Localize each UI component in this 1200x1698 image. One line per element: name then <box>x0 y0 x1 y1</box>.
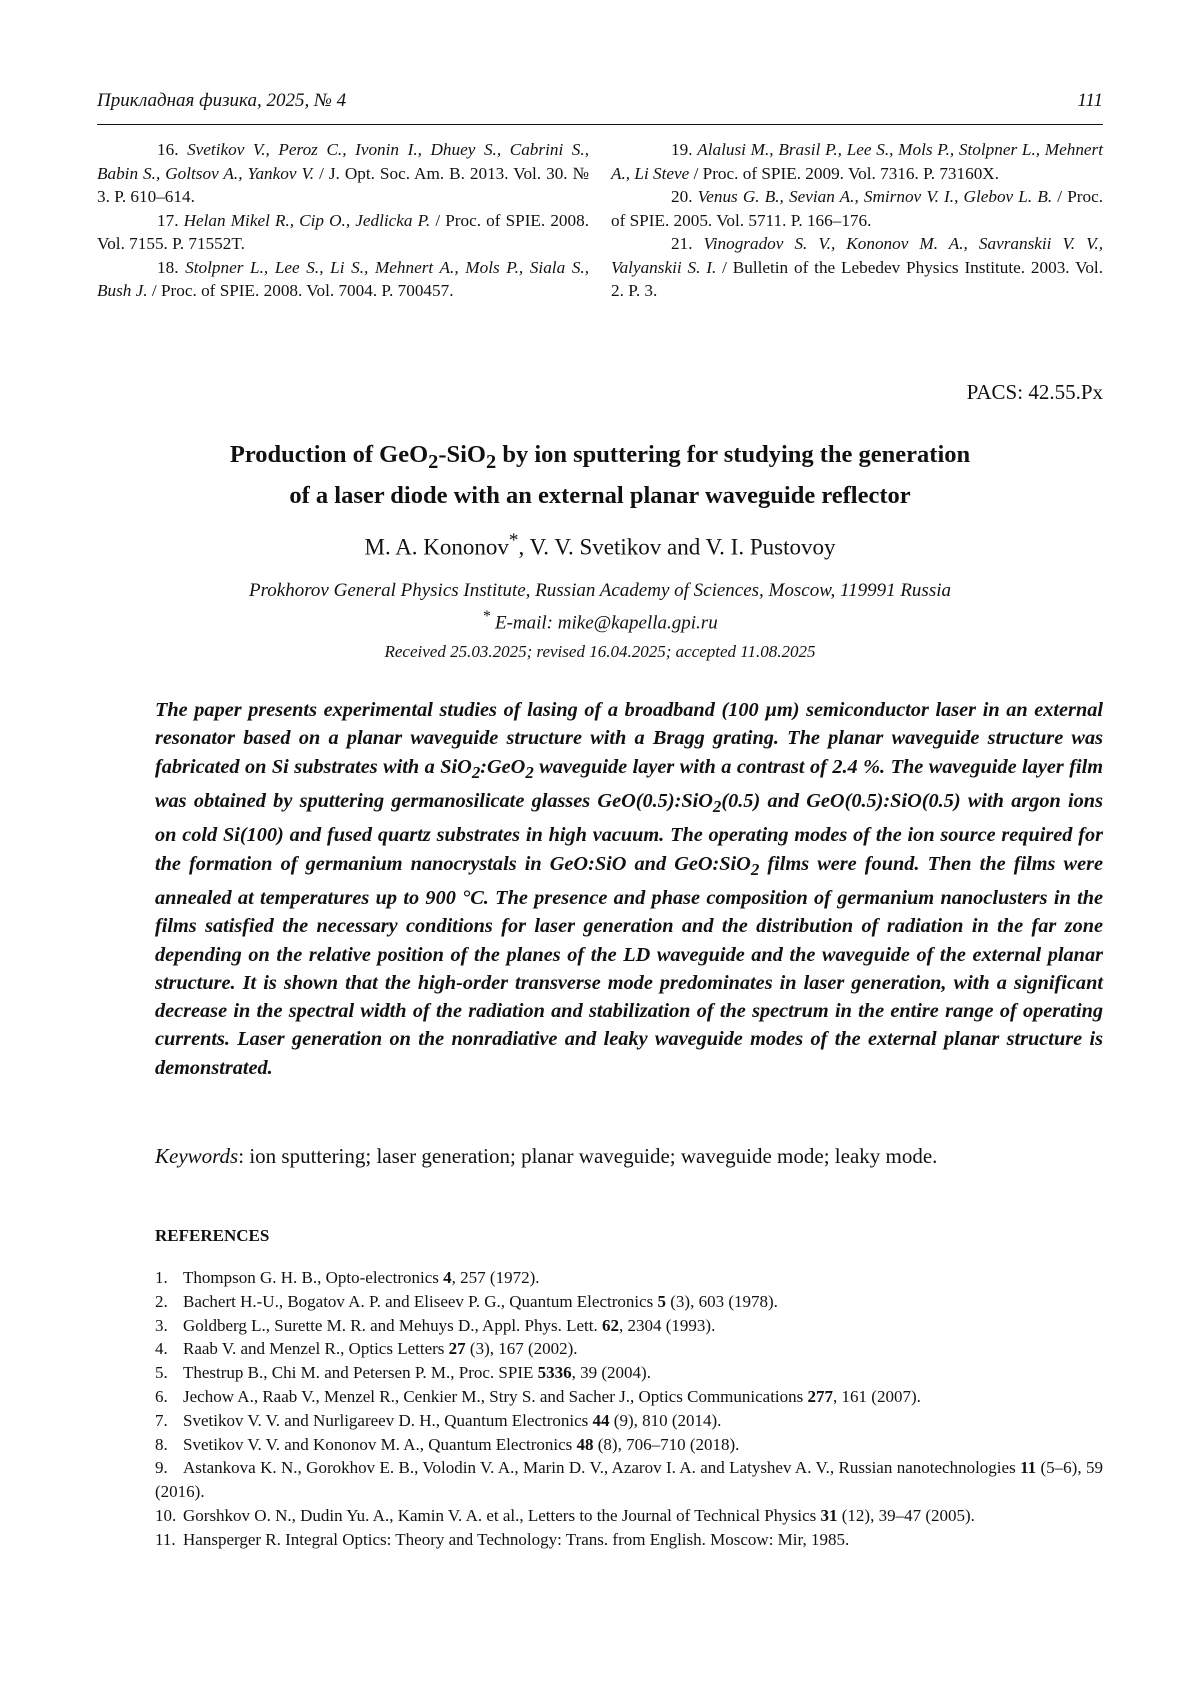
reference-item: 6. Jechow A., Raab V., Menzel R., Cenkier M., Stry S. and Sacher J., Optics Communications 277, 161 (2007). <box>155 1386 921 1406</box>
reference-item: 1. Thompson G. H. B., Opto-electronics 4, 257 (1972). <box>155 1268 540 1287</box>
prev-reference-item: 17. Helan Mikel R., Cip O., Jedlicka P. / Proc. of SPIE. 2008. Vol. 7155. P. 71552T. <box>97 210 590 253</box>
reference-item: 8. Svetikov V. V. and Kononov M. A., Quantum Electronics 48 (8), 706–710 (2018). <box>155 1434 740 1454</box>
affiliation: Prokhorov General Physics Institute, Russian Academy of Sciences, Moscow, 119991 Russia <box>249 580 951 601</box>
prev-reference-item: 21. Vinogradov S. V., Kononov M. A., Savranskii V. V., Valyanskii S. I. / Bulletin of the Lebedev Physics Institute. 2003. Vol. 2. P. 3. <box>611 234 1104 300</box>
journal-name: Прикладная физика, 2025, № 4 <box>97 90 347 111</box>
prev-reference-item: 19. Alalusi M., Brasil P., Lee S., Mols P., Stolpner L., Mehnert A., Li Steve / Proc. of SPIE. 2009. Vol. 7316. P. 73160X. <box>611 140 1104 183</box>
contact-email: * E-mail: mike@kapella.gpi.ru <box>482 608 718 634</box>
reference-item: 4. Raab V. and Menzel R., Optics Letters 27 (3), 167 (2002). <box>155 1339 578 1359</box>
reference-item: 11. Hansperger R. Integral Optics: Theory and Technology: Trans. from English. Moscow: Mir, 1985. <box>155 1529 850 1549</box>
abstract: The paper presents experimental studies of lasing of a broadband (100 µm) semiconductor laser in an external resonator based on a planar waveguide structure with a Bragg grating. The planar waveguide structure was fabricated on Si substrates with a SiO$_2$:GeO$_2$ waveguide layer with a contrast of 2.4 %. The waveguide layer film was obtained by sputtering germanosilicate glasses GeO(0.5):SiO$_2$(0.5) and GeO(0.5):SiO(0.5) with argon ions on cold Si(100) and fused quartz substrates in high vacuum. The operating modes of the ion source required for the formation of germanium nanocrystals in GeO:SiO and GeO:SiO$_2$ films were found. Then the films were annealed at temperatures up to 900 °C. The presence and phase composition of germanium nanoclusters in the films satisfied the necessary conditions for laser generation and the distribution of radiation in the far zone depending on the relative position of the planes of the LD waveguide and the waveguide of the external planar structure. It is shown that the high-order transverse mode predominates in laser generation, with a significant decrease in the spectral width of the radiation and stabilization of the spectrum in the entire range of operating currents. Laser generation on the nonradiative and leaky waveguide modes of the external planar structure is demonstrated. <box>155 699 1103 1079</box>
reference-item: 5. Thestrup B., Chi M. and Petersen P. M., Proc. SPIE 5336, 39 (2004). <box>155 1363 651 1383</box>
keywords: Keywords: ion sputtering; laser generation; planar waveguide; waveguide mode; leaky mode. <box>155 1144 938 1168</box>
reference-item: 7. Svetikov V. V. and Nurligareev D. H., Quantum Electronics 44 (9), 810 (2014). <box>155 1410 722 1430</box>
reference-item: 9. Astankova K. N., Gorokhov E. B., Volodin V. A., Marin D. V., Azarov I. A. and Latyshev A. V., Russian nanotechnologies 11 (5–6), 59 (2016). <box>155 1458 1103 1502</box>
prev-reference-item: 16. Svetikov V., Peroz C., Ivonin I., Dhuey S., Cabrini S., Babin S., Goltsov A., Yankov V. / J. Opt. Soc. Am. B. 2013. Vol. 30. № 3. P. 610–614. <box>97 140 589 206</box>
pacs-code: PACS: 42.55.Px <box>966 380 1103 404</box>
reference-item: 2. Bachert H.-U., Bogatov A. P. and Eliseev P. G., Quantum Electronics 5 (3), 603 (1978). <box>155 1291 778 1311</box>
references-heading: REFERENCES <box>155 1226 270 1245</box>
previous-article-references <box>97 138 1103 303</box>
prev-reference-item: 20. Venus G. B., Sevian A., Smirnov V. I., Glebov L. B. / Proc. of SPIE. 2005. Vol. 5711. P. 166–176. <box>611 187 1104 230</box>
paper-title: Production of GeO$_2$-SiO$_2$ by ion sputtering for studying the generation of a laser diode with an external planar waveguide reflector <box>229 441 971 509</box>
keywords-label: Keywords <box>155 1144 239 1168</box>
received-dates: Received 25.03.2025; revised 16.04.2025; accepted 11.08.2025 <box>384 642 816 661</box>
author-list: M. A. Kononov*, V. V. Svetikov and V. I. Pustovoy <box>364 530 836 560</box>
page-number: 111 <box>1077 90 1103 111</box>
reference-list <box>155 1266 1103 1552</box>
running-header <box>97 90 1103 125</box>
affiliation-block <box>0 578 1200 636</box>
prev-reference-item: 18. Stolpner L., Lee S., Li S., Mehnert A., Mols P., Siala S., Bush J. / Proc. of SPIE. 2008. Vol. 7004. P. 700457. <box>97 257 590 300</box>
references-left-column <box>97 138 589 303</box>
references-right-column <box>611 138 1103 303</box>
reference-item: 3. Goldberg L., Surette M. R. and Mehuys D., Appl. Phys. Lett. 62, 2304 (1993). <box>155 1315 716 1335</box>
reference-item: 10. Gorshkov O. N., Dudin Yu. A., Kamin V. A. et al., Letters to the Journal of Technical Physics 31 (12), 39–47 (2005). <box>155 1505 975 1525</box>
